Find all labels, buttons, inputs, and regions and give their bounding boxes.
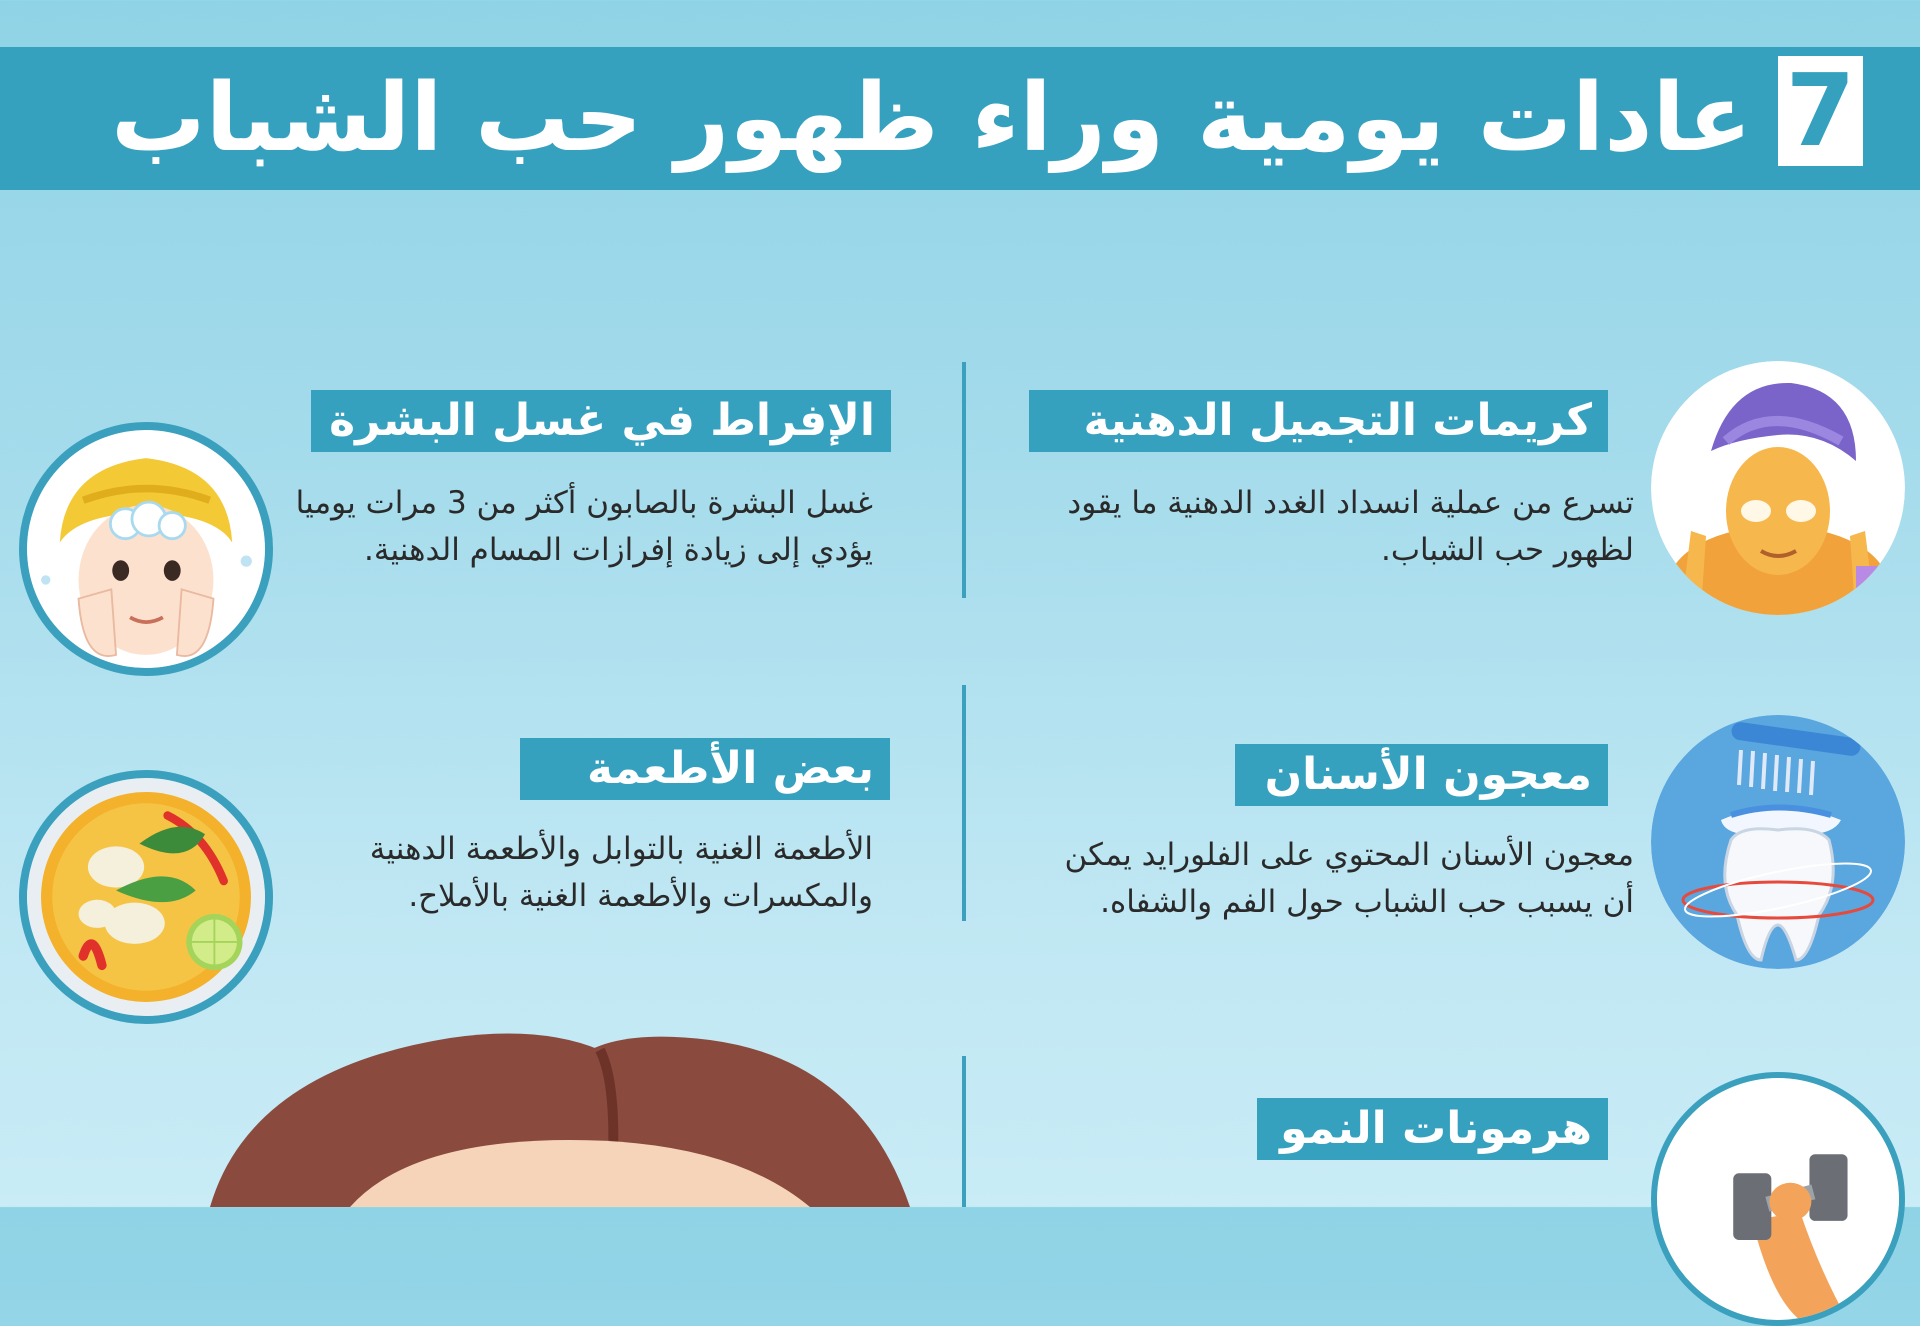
heading-oily-creams [1029,390,1608,452]
desc-oily-creams: تسرع من عملية انسداد الغدد الدهنية ما يقود لظهور حب الشباب. [1067,485,1634,568]
washing-face-icon [19,422,273,676]
divider-row-1 [962,362,966,598]
title-number-badge: 7 [1778,56,1863,166]
desc-some-foods: الأطعمة الغنية بالتوابل والأطعمة الدهنية والمكسرات والأطعمة الغنية بالأملاح. [369,831,873,914]
heading-growth-hormones [1257,1098,1608,1160]
heading-toothpaste-label: معجون الأسنان [1264,749,1592,800]
heading-oily-creams-label: كريمات التجميل الدهنية [1083,395,1592,446]
desc-toothpaste: معجون الأسنان المحتوي على الفلورايد يمكن أن يسبب حب الشباب حول الفم والشفاه. [1064,837,1634,920]
toothpaste-tooth-icon [1651,715,1905,969]
heading-growth-hormones-label: هرمونات النمو [1280,1103,1592,1154]
heading-over-washing-label: الإفراط في غسل البشرة [329,395,875,446]
heading-some-foods-label: بعض الأطعمة [586,743,874,794]
divider-row-3 [962,1056,966,1207]
heading-toothpaste [1235,744,1608,806]
dumbbell-icon [1651,1072,1905,1326]
spicy-food-plate-icon [19,770,273,1024]
page-title: عادات يومية وراء ظهور حب الشباب [111,64,1752,173]
heading-over-washing [311,390,891,452]
divider-row-2 [962,685,966,921]
heading-some-foods [520,738,890,800]
woman-towel-cream-icon [1651,361,1905,615]
desc-over-washing: غسل البشرة بالصابون أكثر من 3 مرات يوميا يؤدي إلى زيادة إفرازات المسام الدهنية. [295,485,873,568]
hair-illustration [210,1030,910,1207]
